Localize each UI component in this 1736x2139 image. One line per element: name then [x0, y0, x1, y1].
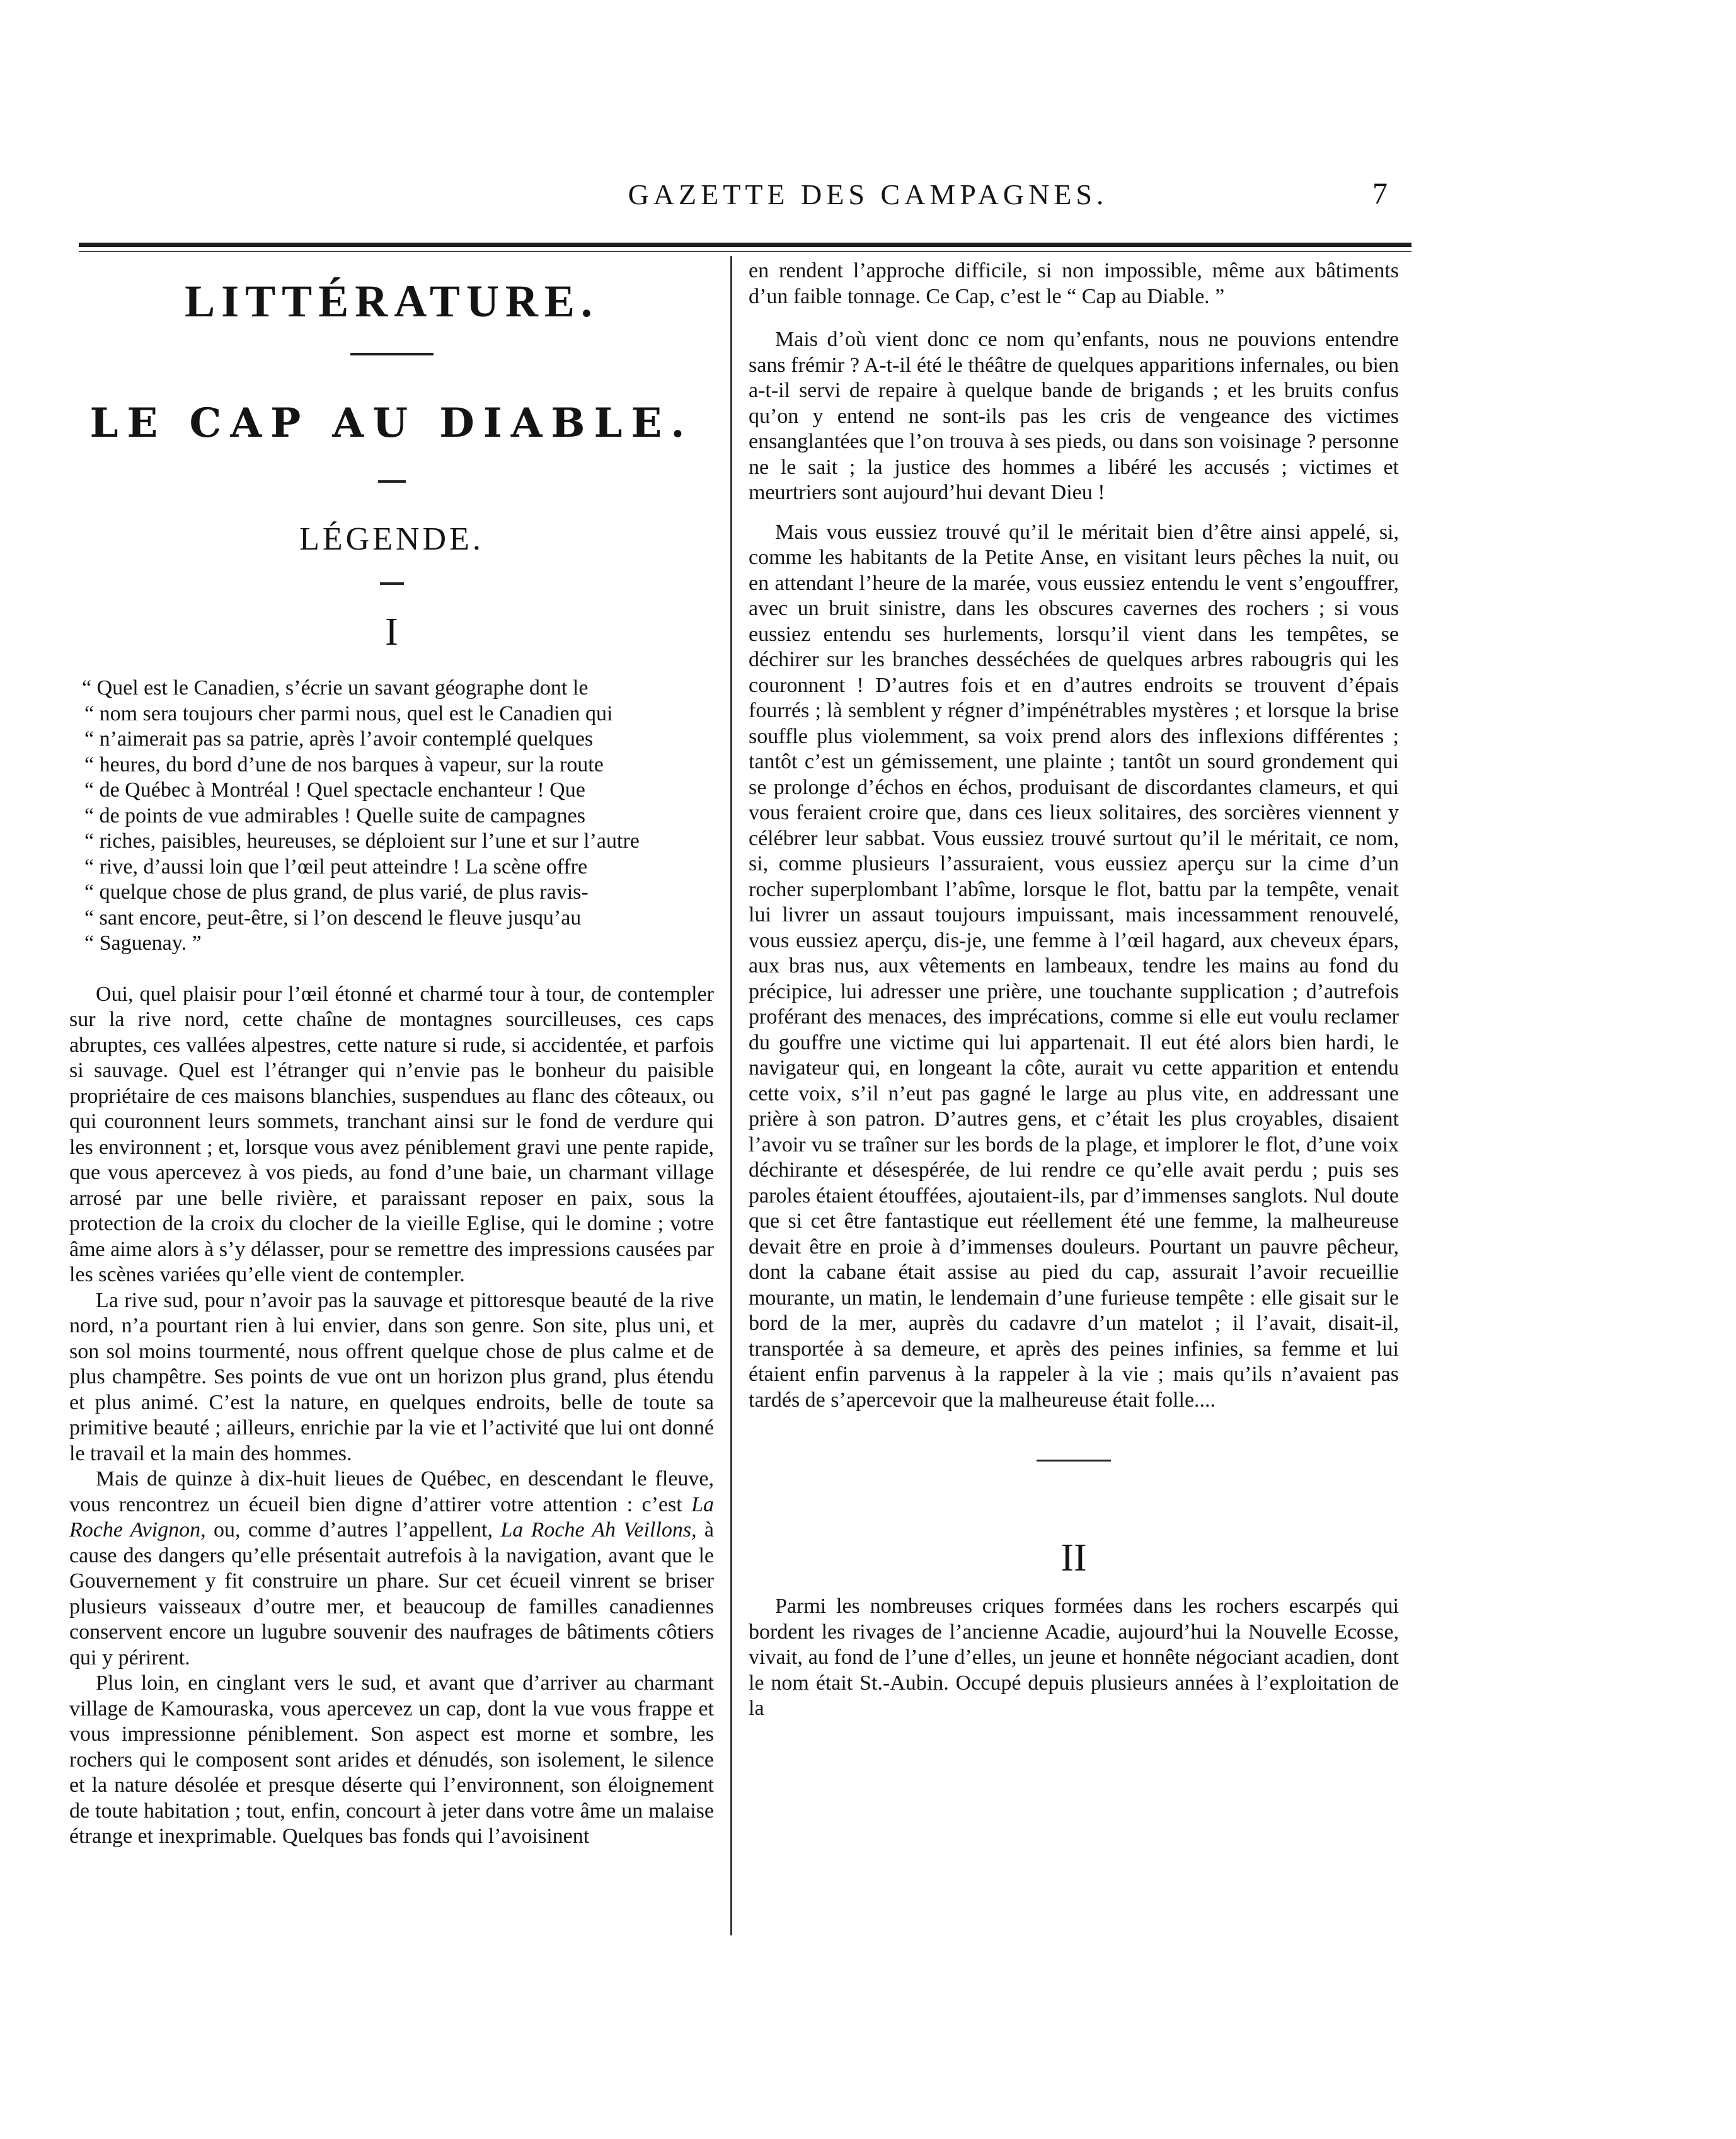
subtitle: LÉGENDE.	[299, 521, 484, 557]
section-title: LITTÉRATURE.	[185, 276, 599, 326]
story-title: LE CAP AU DIABLE.	[89, 400, 694, 447]
quote-line: “ de Québec à Montréal ! Quel spectacle enchanteur ! Que	[84, 778, 585, 802]
chapter-one-heading: I	[385, 611, 398, 654]
quote-line: “ nom sera toujours cher parmi nous, quel est le Canadien qui	[84, 701, 613, 725]
column-divider	[730, 256, 732, 1935]
body-paragraph: La rive sud, pour n’avoir pas la sauvage et pittoresque beauté de la rive nord, n’a pourtant rien à lui envier, dans son genre. Son site, plus uni, et son sol moins tourmenté, nous offrent quelque chose de plus calme et de plus champêtre. Ses points de vue ont un horizon plus grand, plus étendu et plus animé. C’est la nature, en quelques endroits, belle de toute sa primitive beauté ; ailleurs, enrichie par la vie et l’activité que lui ont donné le travail et la main des hommes.	[69, 1288, 714, 1465]
body-paragraph: Plus loin, en cinglant vers le sud, et avant que d’arriver au charmant village de Kamouraska, vous apercevez un cap, dont la vue vous frappe et vous impressionne péniblement. Son aspect est morne et sombre, les rochers qui le composent sont arides et dénudés, son isolement, le silence et la nature désolée et presque déserte qui l’environnent, son éloignement de toute habitation ; tout, enfin, concourt à jeter dans votre âme un malaise étrange et inexprimable. Quelques bas fonds qui l’avoisinent	[69, 1671, 714, 1848]
place-name: La Roche Ah Veillons,	[500, 1518, 697, 1542]
quote-line: “ quelque chose de plus grand, de plus varié, de plus ravis-	[84, 880, 589, 904]
quote-line: “ Saguenay. ”	[84, 931, 202, 955]
body-paragraph: Mais vous eussiez trouvé qu’il le méritait bien d’être ainsi appelé, si, comme les habitants de la Petite Anse, en visitant leurs pêches la nuit, ou en attendant l’heure de la marée, vous eussiez entendu le vent s’engouffrer, avec un bruit sinistre, dans les obscures cavernes des rochers ; si vous eussiez entendu ses hurlements, lorsqu’il vient dans les tempêtes, se déchirer sur les branches desséchées de quelques arbres rabougris qui les couronnent ! D’autres fois et en d’autres endroits se trouvent d’épais fourrés ; là semblent y régner d’impénétrables mystères ; et lorsque la brise souffle plus violemment, sa voix prend alors des inflexions différentes ; tantôt c’est un gémissement, une plainte ; tantôt un sourd grondement qui se prolonge d’échos en échos, produisant de discordantes clameurs, et qui vous feraient croire que, dans ces lieux solitaires, des sorcières viennent y célébrer leur sabbat. Vous eussiez trouvé surtout qu’il le méritait, ce nom, si, comme plusieurs l’assuraient, vous eussiez aperçu sur la cime d’un rocher superplombant l’abîme, lorsque le flot, battu par la tempête, venait lui livrer un assaut toujours impuissant, mais incessamment renouvelé, vous eussiez aperçu, dis-je, une femme à l’œil hagard, aux cheveux épars, aux bras nus, aux vêtements en lambeaux, tendre les mains au fond du précipice, lui adresser une prière, une touchante supplication ; d’autrefois proférant des menaces, des imprécations, comme si elle eut voulu reclamer du gouffre une victime qui lui appartenait. Il eut été alors bien hardi, le navigateur qui, en longeant la côte, aurait vu cette apparition et entendu cette voix, s’il n’eut pas gagné le large au plus vite, en addressant une prière à son patron. D’autres gens, et c’était les plus croyables, disaient l’avoir vu se traîner sur les bords de la plage, et implorer le flot, d’une voix déchirante et désespérée, de lui rendre ce qu’elle avait perdu ; puis ses paroles étaient étouffées, ajoutaient-ils, par d’immenses sanglots. Nul doute que si cet être fantastique eut réellement été une femme, la malheureuse devait être en proie à d’immenses douleurs. Pourtant un pauvre pêcheur, dont la cabane était assise au pied du cap, assurait l’avoir recueillie mourante, un matin, le lendemain d’une furieuse tempête : elle gisait sur le bord de la mer, auprès du cadavre d’un matelot ; il l’avait, disait-il, transportée à sa demeure, et après des peines infinies, sa femme et lui étaient enfin parvenus à la rappeler à la vie ; mais qu’ils n’avaient pas tardés de s’apercevoir que la malheureuse était folle....	[749, 520, 1399, 1412]
chapter-two-heading: II	[1061, 1537, 1087, 1579]
body-text: Mais de quinze à dix-huit lieues de Québec, en descendant le fleuve, vous rencontrez un écueil bien digne d’attirer votre attention : c’est	[69, 1467, 714, 1516]
chapter-divider	[1037, 1460, 1111, 1462]
body-paragraph: en rendent l’approche difficile, si non impossible, même aux bâtiments d’un faible tonnage. Ce Cap, c’est le “ Cap au Diable. ”	[749, 259, 1399, 308]
body-paragraph: Mais d’où vient donc ce nom qu’enfants, nous ne pouvions entendre sans frémir ? A-t-il été le théâtre de quelques apparitions infernales, ou bien a-t-il servi de repaire à quelque bande de brigands ; et les bruits confus qu’on y entend ne sont-ils pas les cris de vengeance des victimes ensanglantées que l’on trouva à ses pieds, ou dans son voisinage ? personne ne le sait ; la justice des hommes a libéré les accusés ; victimes et meurtriers sont aujourd’hui devant Dieu !	[749, 328, 1399, 504]
quote-line: “ Quel est le Canadien, s’écrie un savant géographe dont le	[82, 676, 589, 700]
quote-line: “ rive, d’aussi loin que l’œil peut atteindre ! La scène offre	[84, 855, 588, 879]
quote-line: “ de points de vue admirables ! Quelle suite de campagnes	[84, 804, 585, 827]
body-text: ou, comme d’autres l’appellent,	[205, 1518, 501, 1542]
subtitle-divider	[380, 582, 404, 585]
title-divider	[350, 353, 434, 355]
left-column	[69, 258, 714, 1850]
header-rule-thick	[79, 243, 1411, 247]
body-paragraph: Oui, quel plaisir pour l’œil étonné et charmé tour à tour, de contempler sur la rive nord, cette chaîne de montagnes sourcilleuses, ces caps abruptes, ces vallées alpestres, cette nature si rude, si accidentée, et parfois si sauvage. Quel est l’étranger qui n’envie pas le bonheur du paisible propriétaire de ces maisons blanchies, suspendues au flanc des côteaux, ou qui couronnent leurs sommets, tranchant ainsi sur le fond de verdure qui les environnent ; et, lorsque vous avez péniblement gravi une pente rapide, que vous apercevez à vos pieds, au fond d’une baie, un charmant village arrosé par une belle rivière, et paraissant reposer en paix, sous la protection de la croix du clocher de la vieille Eglise, qui le domine ; votre âme aime alors à s’y délasser, pour se remettre des impressions causées par les scènes variées qu’elle vient de contempler.	[69, 982, 714, 1286]
right-column	[749, 258, 1399, 1722]
running-head: GAZETTE DES CAMPAGNES.	[628, 178, 1108, 210]
header-rule-thin	[79, 251, 1411, 252]
body-paragraph: Parmi les nombreuses criques formées dans les rochers escarpés qui bordent les rivages de l’ancienne Acadie, aujourd’hui la Nouvelle Ecosse, vivait, au fond de l’une d’elles, un jeune et honnête négociant acadien, dont le nom était St.-Aubin. Occupé depuis plusieurs années à l’exploitation de la	[749, 1594, 1399, 1720]
body-text: à cause des dangers qu’elle présentait autrefois à la navigation, avant que le Gouvernement y fit construire un phare. Sur cet écueil vinrent se briser plusieurs vaisseaux d’outre mer, et beaucoup de familles canadiennes conservent encore un lugubre souvenir des naufrages de bâtiments côtiers qui y périrent.	[69, 1518, 715, 1669]
place-name: La Roche Avignon,	[69, 1492, 714, 1542]
quote-line: “ riches, paisibles, heureuses, se déploient sur l’une et sur l’autre	[84, 829, 640, 853]
body-paragraph	[69, 1467, 714, 1671]
quote-line: “ sant encore, peut-être, si l’on descend le fleuve jusqu’au	[84, 906, 582, 930]
quote-line: “ n’aimerait pas sa patrie, après l’avoir contemplé quelques	[84, 727, 594, 751]
quote-line: “ heures, du bord d’une de nos barques à vapeur, sur la route	[84, 752, 604, 776]
story-title-divider	[378, 480, 406, 483]
opening-quote	[69, 676, 714, 957]
page-number: 7	[1372, 177, 1388, 210]
